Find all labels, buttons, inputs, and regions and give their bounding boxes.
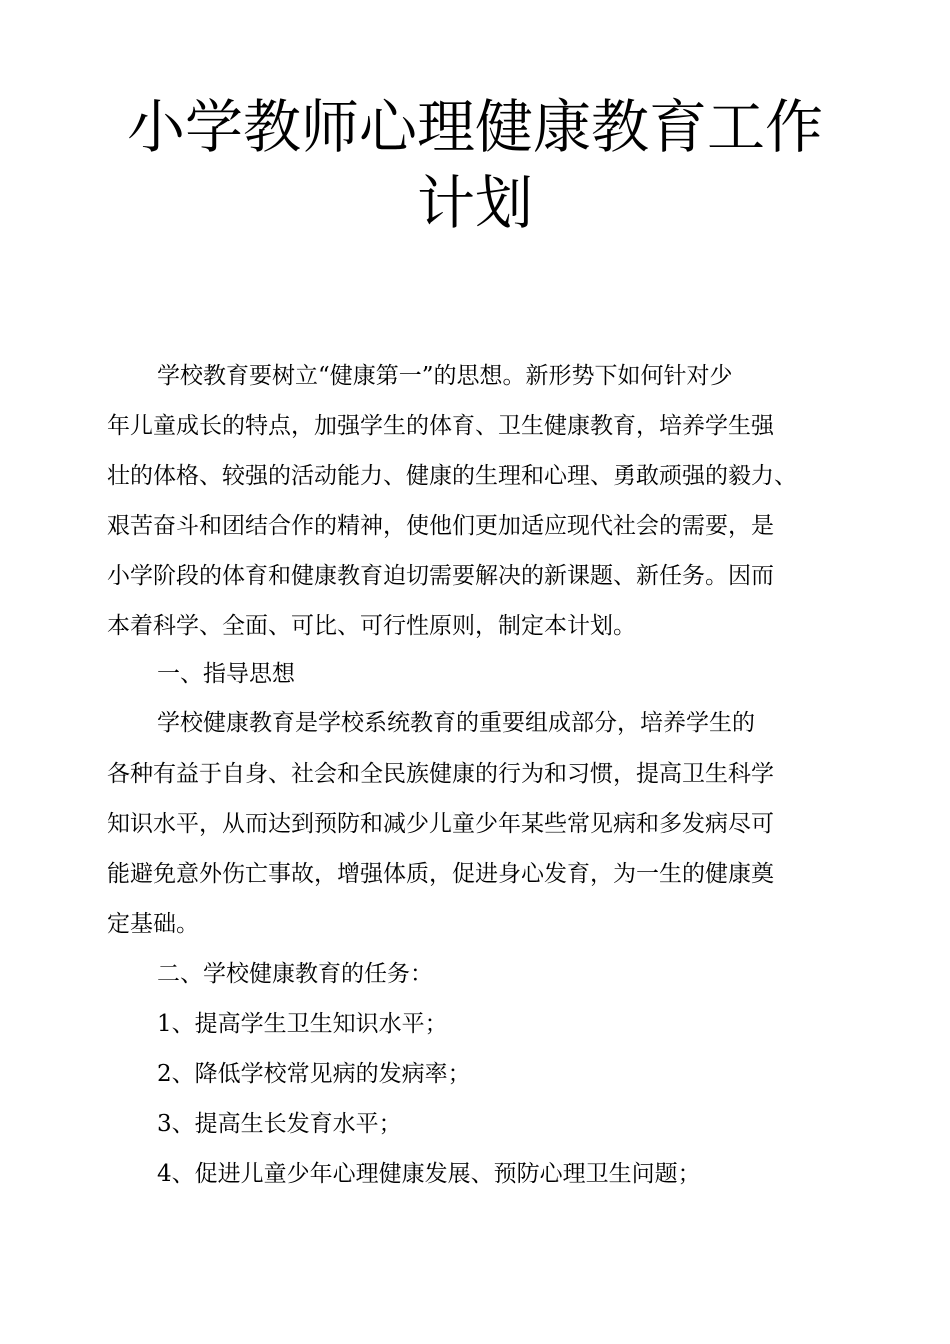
section-heading: 二、学校健康教育的任务：	[157, 961, 433, 987]
paragraph-line: 小学阶段的体育和健康教育迫切需要解决的新课题、新任务。因而	[107, 563, 774, 589]
section-heading: 一、指导思想	[157, 661, 295, 687]
paragraph-line: 知识水平，从而达到预防和减少儿童少年某些常见病和多发病尽可	[107, 811, 774, 837]
document-title-line-1: 小学教师心理健康教育工作	[126, 93, 823, 161]
list-item: 4、促进儿童少年心理健康发展、预防心理卫生问题；	[157, 1161, 701, 1187]
paragraph-line: 各种有益于自身、社会和全民族健康的行为和习惯，提高卫生科学	[107, 761, 774, 787]
paragraph-line: 壮的体格、较强的活动能力、健康的生理和心理、勇敢顽强的毅力、	[107, 463, 797, 489]
paragraph-line: 学校健康教育是学校系统教育的重要组成部分，培养学生的	[157, 710, 755, 736]
document-title-line-2: 计划	[416, 169, 533, 237]
paragraph-line: 艰苦奋斗和团结合作的精神，使他们更加适应现代社会的需要，是	[107, 513, 774, 539]
paragraph-line: 本着科学、全面、可比、可行性原则，制定本计划。	[107, 613, 636, 639]
list-item: 2、降低学校常见病的发病率；	[157, 1061, 471, 1087]
paragraph-line: 年儿童成长的特点，加强学生的体育、卫生健康教育，培养学生强	[107, 413, 774, 439]
paragraph-line: 学校教育要树立“健康第一”的思想。新形势下如何针对少	[157, 363, 733, 389]
paragraph-line: 定基础。	[107, 911, 199, 937]
list-item: 1、提高学生卫生知识水平；	[157, 1011, 448, 1037]
list-item: 3、提高生长发育水平；	[157, 1111, 402, 1137]
paragraph-line: 能避免意外伤亡事故，增强体质，促进身心发育，为一生的健康奠	[107, 861, 774, 887]
